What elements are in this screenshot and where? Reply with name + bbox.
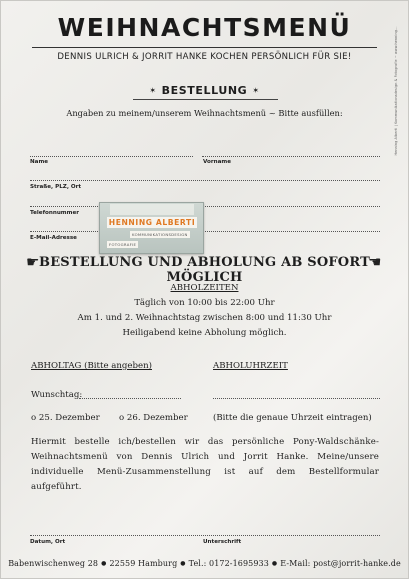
business-card-photo — [99, 202, 204, 254]
pointing-hand-left-icon: ☚ — [368, 253, 382, 271]
page-subtitle: DENNIS ULRICH & JORRIT HANKE KOCHEN PERSÖNLICH FÜR SIE! — [57, 52, 352, 62]
star-icon: ✶ — [252, 86, 260, 95]
footer-address: Babenwischenweg 28 — [8, 559, 99, 568]
footer-phone: Tel.: 0172-1695933 — [188, 559, 269, 568]
vorname-field[interactable] — [202, 156, 380, 157]
option-dec-26[interactable]: o 26. Dezember — [119, 413, 188, 423]
order-heading — [1, 84, 408, 97]
footer-contact — [1, 559, 408, 568]
phone-label: Telefonnummer — [30, 210, 80, 216]
card-name: HENNING ALBERTI — [108, 218, 196, 227]
order-heading-text: BESTELLUNG — [161, 84, 248, 97]
pickup-times-daily: Täglich von 10:00 bis 22:00 Uhr — [134, 298, 275, 308]
bullet-icon: ● — [271, 560, 278, 567]
signature-label: Unterschrift — [203, 539, 242, 545]
date-place-label: Datum, Ort — [30, 539, 66, 545]
phone-field[interactable] — [30, 206, 380, 207]
pickup-times-heading: ABHOLZEITEN — [170, 283, 239, 293]
address-field[interactable] — [30, 180, 380, 181]
vorname-label: Vorname — [203, 159, 232, 165]
page-title: WEIHNACHTSMENÜ — [57, 13, 352, 42]
name-label: Name — [30, 159, 49, 165]
email-label: E-Mail-Adresse — [30, 235, 77, 241]
footer-email: E-Mail: post@jorrit-hanke.de — [280, 559, 401, 568]
pickup-time-hint: (Bitte die genaue Uhrzeit eintragen) — [213, 413, 372, 423]
signature-field[interactable] — [30, 535, 380, 536]
name-field[interactable] — [30, 156, 193, 157]
pickup-times-christmas-eve: Heiligabend keine Abholung möglich. — [122, 328, 287, 338]
order-heading-underline — [133, 99, 278, 100]
order-declaration: Hiermit bestelle ich/bestellen wir das persönliche Pony-Waldschänke-Weihnachtsmenü von Dennis Ulrich und Jorrit Hanke. Meine/unsere individuelle Menü-Zusammenstellung ist auf dem Bestellformular aufgeführt. — [31, 437, 379, 492]
wish-day-label: Wunschtag: — [31, 390, 83, 400]
wish-day-field[interactable] — [79, 398, 181, 399]
pickup-time-field[interactable] — [213, 398, 380, 399]
card-line-photo: FOTOGRAFIE — [109, 242, 137, 247]
star-icon: ✶ — [149, 86, 157, 95]
option-dec-25[interactable]: o 25. Dezember — [31, 413, 100, 423]
address-label: Straße, PLZ, Ort — [30, 184, 82, 190]
pickup-time-label: ABHOLUHRZEIT — [213, 361, 288, 371]
bullet-icon: ● — [101, 560, 107, 567]
bullet-icon: ● — [180, 560, 186, 567]
order-intro: Angaben zu meinem/unserem Weihnachtsmenü ~ Bitte ausfüllen: — [66, 108, 343, 118]
card-line-design: KOMMUNIKATIONSDESIGN — [132, 232, 188, 237]
pickup-times-holidays: Am 1. und 2. Weihnachtstag zwischen 8:00 und 11:30 Uhr — [77, 313, 332, 323]
footer-city: 22559 Hamburg — [109, 559, 178, 568]
pickup-day-label: ABHOLTAG (Bitte angeben) — [31, 361, 152, 371]
tape-strip — [110, 204, 194, 215]
pointing-hand-right-icon: ☛ — [26, 253, 40, 271]
pickup-banner: BESTELLUNG UND ABHOLUNG AB SOFORT MÖGLICH — [39, 255, 370, 285]
email-field[interactable] — [30, 231, 380, 232]
side-credit: Henning Alberti | Kommunikationsdesign & Fotografie ~ www.henning... — [394, 26, 398, 156]
title-divider — [32, 47, 377, 48]
